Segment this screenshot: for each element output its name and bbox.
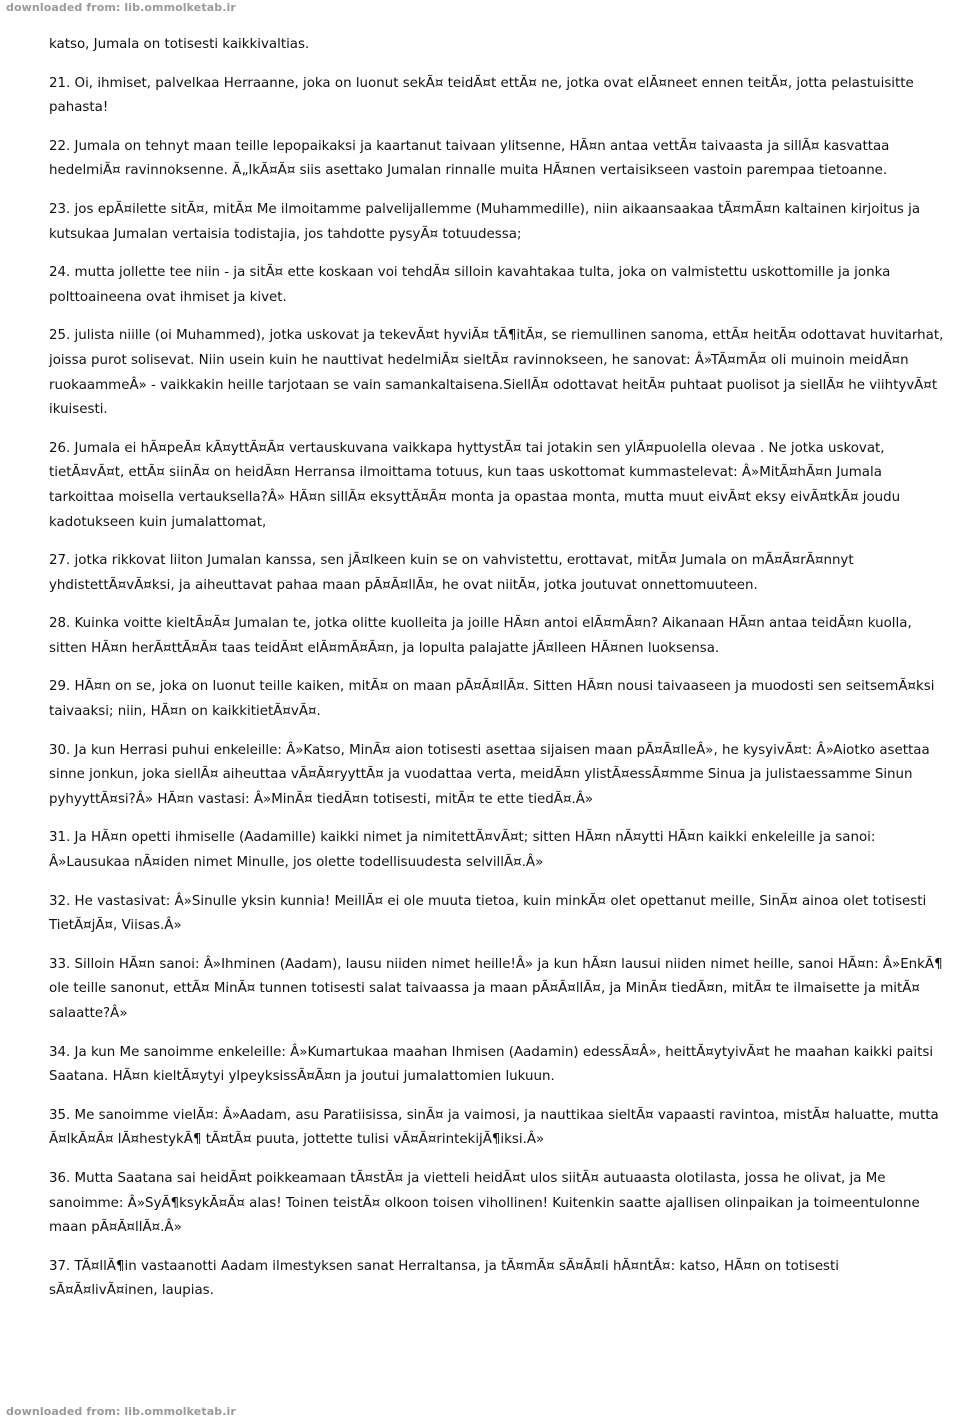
verse-23: 23. jos epÃ¤ilette sitÃ¤, mitÃ¤ Me ilmoitamme palvelijallemme (Muhammedille), niin aikaansaakaa tÃ¤mÃ¤n kaltainen kirjoitus ja kutsukaa Jumalan vertaisia todistajia, jos tahdotte pysyÃ¤ totuudessa; [49, 201, 921, 242]
verse-29: 29. HÃ¤n on se, joka on luonut teille kaiken, mitÃ¤ on maan pÃ¤Ã¤llÃ¤. Sitten HÃ¤n nousi taivaaseen ja muodosti sen seitsemÃ¤ksi taivaaksi; niin, HÃ¤n on kaikkitietÃ¤vÃ¤. [49, 679, 935, 720]
verse-27: 27. jotka rikkovat liiton Jumalan kanssa, sen jÃ¤lkeen kuin se on vahvistettu, erottavat, mitÃ¤ Jumala on mÃ¤Ã¤rÃ¤nnyt yhdistettÃ¤vÃ¤ksi, ja aiheuttavat pahaa maan pÃ¤Ã¤llÃ¤, he ovat niitÃ¤, jotka joutuvat onnettomuuteen. [49, 553, 854, 593]
verse-31: 31. Ja HÃ¤n opetti ihmiselle (Aadamille) kaikki nimet ja nimitettÃ¤vÃ¤t; sitten HÃ¤n nÃ¤ytti HÃ¤n kaikki enkeleille ja sanoi: Â»Lausukaa nÃ¤iden nimet Minulle, jos olette todellisuudesta selvillÃ¤.Â» [49, 830, 876, 871]
verse-36: 36. Mutta Saatana sai heidÃ¤t poikkeamaan tÃ¤stÃ¤ ja vietteli heidÃ¤t ulos siitÃ¤ autuaasta olotilasta, jossa he olivat, ja Me sanoimme: Â»SyÃ¶ksykÃ¤Ã¤ alas! Toinen teistÃ¤ olkoon toisen vihollinen! Kuitenkin saatte ajallisen olinpaikan ja toimeentulonne maan pÃ¤Ã¤llÃ¤.Â» [49, 1170, 920, 1236]
verse-33: 33. Silloin HÃ¤n sanoi: Â»Ihminen (Aadam), lausu niiden nimet heille!Â» ja kun hÃ¤n lausui niiden nimet heille, sanoi HÃ¤n: Â»EnkÃ¶ ole teille sanonut, ettÃ¤ MinÃ¤ tunnen totisesti salat taivaassa ja maan pÃ¤Ã¤llÃ¤, ja MinÃ¤ tiedÃ¤n, mitÃ¤ te ilmaisette ja mitÃ¤ salaatte?Â» [49, 956, 943, 1021]
verse-21: 21. Oi, ihmiset, palvelkaa Herraanne, joka on luonut sekÃ¤ teidÃ¤t ettÃ¤ ne, jotka ovat elÃ¤neet ennen teitÃ¤, jotta pelastuisitte pahasta! [49, 75, 914, 116]
verse-25: 25. julista niille (oi Muhammed), jotka uskovat ja tekevÃ¤t hyviÃ¤ tÃ¶itÃ¤, se riemullinen sanoma, ettÃ¤ heitÃ¤ odottavat huvitarhat, joissa purot solisevat. Niin usein kuin he nauttivat hedelmiÃ¤ sieltÃ¤ ravinnokseen, he sanovat: Â»TÃ¤mÃ¤ oli muinoin meidÃ¤n ruokaammeÂ» - vaikkakin heille tarjotaan se vain samankaltaisena.SiellÃ¤ odottavat heitÃ¤ puhtaat puolisot ja siellÃ¤ he viihtyvÃ¤t ikuisesti. [49, 328, 944, 418]
verse-30: 30. Ja kun Herrasi puhui enkeleille: Â»Katso, MinÃ¤ aion totisesti asettaa sijaisen maan pÃ¤Ã¤lleÂ», he kysyivÃ¤t: Â»Aiotko asettaa sinne jonkun, joka siellÃ¤ aiheuttaa vÃ¤Ã¤ryyttÃ¤ ja vuodattaa verta, meidÃ¤n ylistÃ¤essÃ¤mme Sinua ja julistaessamme Sinun pyhyyttÃ¤si?Â» HÃ¤n vastasi: Â»MinÃ¤ tiedÃ¤n totisesti, mitÃ¤ te ette tiedÃ¤.Â» [49, 742, 930, 807]
verse-32: 32. He vastasivat: Â»Sinulle yksin kunnia! MeillÃ¤ ei ole muuta tietoa, kuin minkÃ¤ olet opettanut meille, SinÃ¤ ainoa olet totisesti TietÃ¤jÃ¤, Viisas.Â» [49, 893, 927, 934]
watermark-top: downloaded from: lib.ommolketab.ir [6, 1, 236, 14]
verse-22: 22. Jumala on tehnyt maan teille lepopaikaksi ja kaartanut taivaan ylitsenne, HÃ¤n antaa vettÃ¤ taivaasta ja sillÃ¤ kasvattaa hedelmiÃ¤ ravinnoksenne. Ã„lkÃ¤Ã¤ siis asettako Jumalan rinnalle muita HÃ¤nen vertaisikseen vastoin parempaa tietoanne. [49, 138, 890, 179]
verse-28: 28. Kuinka voitte kieltÃ¤Ã¤ Jumalan te, jotka olitte kuolleita ja joille HÃ¤n antoi elÃ¤mÃ¤n? Aikanaan HÃ¤n antaa teidÃ¤n kuolla, sitten HÃ¤n herÃ¤ttÃ¤Ã¤ taas teidÃ¤t elÃ¤mÃ¤Ã¤n, ja lopulta palajatte jÃ¤lleen HÃ¤nen luoksensa. [49, 616, 912, 656]
verse-34: 34. Ja kun Me sanoimme enkeleille: Â»Kumartukaa maahan Ihmisen (Aadamin) edessÃ¤Â», heittÃ¤ytyivÃ¤t he maahan kaikki paitsi Saatana. HÃ¤n kieltÃ¤ytyi ylpeyksissÃ¤Ã¤n ja joutui jumalattomien lukuun. [49, 1044, 934, 1085]
verse-37: 37. TÃ¤llÃ¶in vastaanotti Aadam ilmestyksen sanat Herraltansa, ja tÃ¤mÃ¤ sÃ¤Ã¤li hÃ¤ntÃ¤: katso, HÃ¤n on totisesti sÃ¤Ã¤livÃ¤inen, laupias. [49, 1258, 840, 1299]
verse-35: 35. Me sanoimme vielÃ¤: Â»Aadam, asu Paratiisissa, sinÃ¤ ja vaimosi, ja nauttikaa sieltÃ¤ vapaasti ravintoa, mistÃ¤ haluatte, mutta Ã¤lkÃ¤Ã¤ lÃ¤hestykÃ¶ tÃ¤tÃ¤ puuta, jottette tulisi vÃ¤Ã¤rintekijÃ¶iksi.Â» [49, 1107, 939, 1148]
paragraph: katso, Jumala on totisesti kaikkivaltias. [49, 37, 310, 52]
verse-26: 26. Jumala ei hÃ¤peÃ¤ kÃ¤yttÃ¤Ã¤ vertauskuvana vaikkapa hyttystÃ¤ tai jotakin sen ylÃ¤puolella olevaa . Ne jotka uskovat, tietÃ¤vÃ¤t, ettÃ¤ siinÃ¤ on heidÃ¤n Herransa ilmoittama totuus, kun taas uskottomat kummastelevat: Â»MitÃ¤hÃ¤n Jumala tarkoittaa moisella vertauksella?Â» HÃ¤n sillÃ¤ eksyttÃ¤Ã¤ monta ja opastaa monta, mutta muut eivÃ¤t eksy eivÃ¤tkÃ¤ joudu kadotukseen kuin jumalattomat, [49, 440, 901, 530]
document-body [49, 33, 949, 1318]
watermark-bottom: downloaded from: lib.ommolketab.ir [6, 1405, 236, 1418]
verse-24: 24. mutta jollette tee niin - ja sitÃ¤ ette koskaan voi tehdÃ¤ silloin kavahtakaa tulta, joka on valmistettu uskottomille ja jonka polttoaineena ovat ihmiset ja kivet. [49, 265, 891, 305]
